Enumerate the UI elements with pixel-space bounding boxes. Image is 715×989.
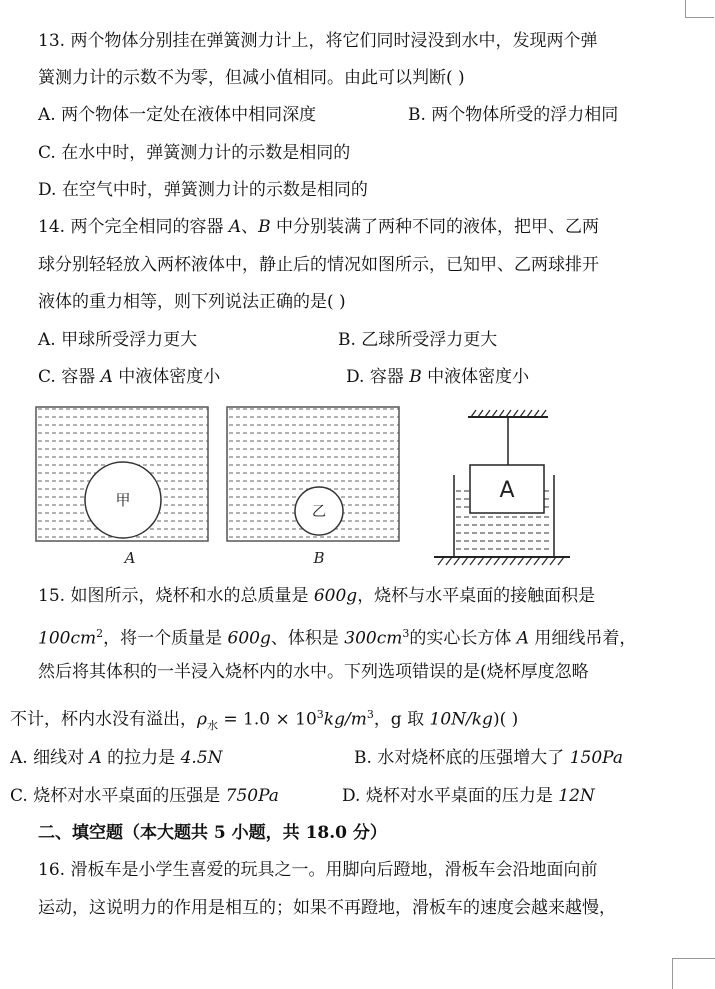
q15-option-c-value: 750Pa [225, 786, 279, 806]
q14-option-d-post: 中液体密度小 [421, 367, 530, 387]
q15-line-1-post: ，烧杯与水平桌面的接触面积是 [357, 586, 596, 606]
q14-line-1-pre: 14. 两个完全相同的容器 [38, 217, 229, 237]
container-b-label: B [313, 549, 325, 567]
q14-line-1 [38, 216, 599, 238]
q15-line-1-pre: 15. 如图所示，烧杯和水的总质量是 [38, 586, 314, 606]
q15-option-a-pre: A. 细线对 [10, 748, 90, 768]
q13-option-d: D. 在空气中时，弹簧测力计的示数是相同的 [38, 180, 368, 200]
q15-rho-unit: kg/m [323, 709, 367, 730]
q14-option-d-var: B [409, 367, 422, 387]
q14-line-1-mid: 、 [241, 217, 259, 237]
q15-option-b [354, 747, 623, 769]
q15-g-label: ，g 取 [373, 709, 430, 730]
q15-option-c-pre: C. 烧杯对水平桌面的压强是 [10, 786, 226, 806]
q16-line-1: 16. 滑板车是小学生喜爱的玩具之一。用脚向后蹬地，滑板车会沿地面向前 [38, 860, 598, 880]
q15-rho: ρ [197, 709, 207, 730]
q13-line-2: 簧测力计的示数不为零，但减小值相同。由此可以判断( ) [38, 68, 465, 88]
q13-option-b: B. 两个物体所受的浮力相同 [408, 105, 619, 125]
q16-line-2: 运动，这说明力的作用是相互的；如果不再蹬地，滑板车的速度会越来越慢， [38, 898, 616, 918]
q15-line-3: 然后将其体积的一半浸入烧杯内的水中。下列选项错误的是(烧杯厚度忽略 [38, 662, 589, 682]
figure-beaker-block [430, 405, 575, 570]
q14-var-b: B [258, 217, 271, 237]
q15-var-a: A [516, 628, 530, 649]
q15-volume-exp: 3 [402, 627, 410, 640]
q14-line-1-post: 中分别装满了两种不同的液体，把甲、乙两 [270, 217, 600, 237]
q15-option-b-pre: B. 水对烧杯底的压强增大了 [354, 748, 570, 768]
q13-line-1: 13. 两个物体分别挂在弹簧测力计上，将它们同时浸没到水中，发现两个弹 [38, 31, 598, 51]
q13-option-a: A. 两个物体一定处在液体中相同深度 [38, 105, 317, 125]
q15-line-4-end: )( ) [492, 709, 519, 730]
q15-line-2-mid: ，将一个质量是 [103, 628, 228, 649]
q14-var-a: A [228, 217, 242, 237]
q15-line-2-post: 的实心长方体 [409, 628, 517, 649]
q15-rho-sub: 水 [207, 719, 218, 733]
figure-container-b [225, 405, 403, 570]
q15-option-a-mid: 的拉力是 [101, 748, 181, 768]
block-a-label: A [499, 478, 515, 503]
q15-line-2-mid2: 、体积是 [270, 628, 345, 649]
q15-area: 100cm [38, 628, 97, 649]
q14-option-d-pre: D. 容器 [346, 367, 410, 387]
q15-line-2-end: 用细线吊着， [529, 628, 637, 649]
q13-option-c: C. 在水中时，弹簧测力计的示数是相同的 [38, 143, 351, 163]
q15-option-c [10, 785, 279, 807]
q15-area-exp: 2 [96, 627, 104, 640]
q14-option-d [346, 366, 529, 388]
q15-rho-exp: 3 [316, 708, 324, 721]
q15-mass-block: 600g [227, 628, 271, 649]
section-heading: 二、填空题（本大题共 5 小题，共 18.0 分） [38, 823, 387, 843]
q15-rho-unit-exp: 3 [366, 708, 374, 721]
corner-mark-top-right [685, 0, 714, 18]
q15-mass-total: 600g [313, 586, 358, 606]
q15-option-b-value: 150Pa [569, 748, 623, 768]
q15-option-d-value: 12N [558, 786, 595, 806]
figure-container-a [34, 405, 212, 570]
q15-line-4-pre: 不计，杯内水没有溢出， [10, 709, 197, 730]
q15-line-1 [38, 585, 595, 607]
q14-option-c [38, 366, 220, 388]
q15-rho-value: = 1.0 × 10 [218, 709, 317, 730]
q15-option-a-value: 4.5N [180, 748, 223, 768]
q14-line-2: 球分别轻轻放入两杯液体中，静止后的情况如图所示，已知甲、乙两球排开 [38, 255, 599, 275]
q14-option-c-pre: C. 容器 [38, 367, 101, 387]
q15-option-a-var: A [89, 748, 102, 768]
q15-option-d-pre: D. 烧杯对水平桌面的压力是 [342, 786, 559, 806]
ball-jia-label: 甲 [115, 491, 131, 509]
q15-option-a [10, 747, 223, 769]
ball-yi-label: 乙 [312, 504, 326, 520]
q15-line-2 [38, 623, 636, 650]
q14-option-c-var: A [100, 367, 113, 387]
container-a-label: A [124, 549, 136, 567]
q14-option-c-post: 中液体密度小 [112, 367, 221, 387]
q15-g-value: 10N/kg [429, 709, 493, 730]
q14-option-a: A. 甲球所受浮力更大 [38, 330, 198, 350]
corner-mark-bottom-right [672, 958, 715, 989]
q14-line-3: 液体的重力相等，则下列说法正确的是( ) [38, 292, 346, 312]
q14-option-b: B. 乙球所受浮力更大 [338, 330, 498, 350]
q15-line-4 [10, 704, 518, 737]
q15-option-d [342, 785, 595, 807]
q15-volume: 300cm [344, 628, 403, 649]
